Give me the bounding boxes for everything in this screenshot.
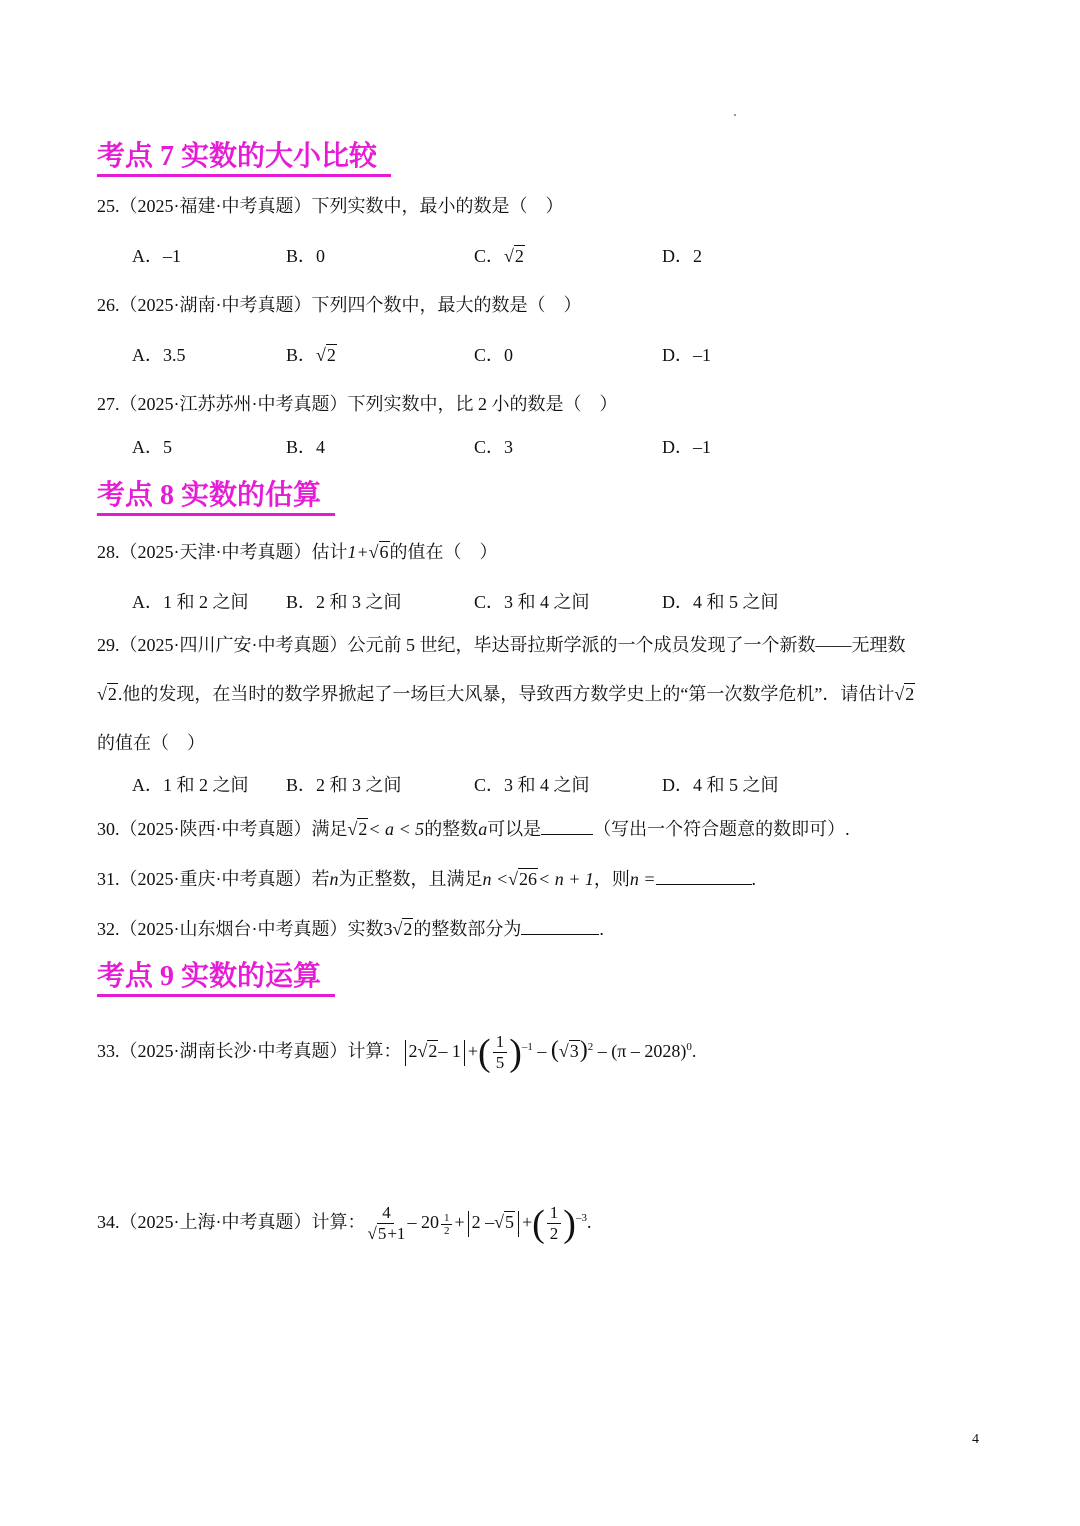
q27-option-b: B．4	[286, 437, 326, 457]
q26-option-c: C．0	[474, 345, 514, 365]
question-29-line2: √2.他的发现，在当时的数学界掀起了一场巨大风暴，导致西方数学史上的“第一次数学危机”．请估计√2	[97, 684, 915, 704]
q28-option-c: C．3 和 4 之间	[474, 592, 590, 612]
speck	[734, 114, 736, 116]
section-heading-8: 考点 8 实数的估算	[97, 479, 335, 516]
question-30: 30.（2025·陕西·中考真题）满足√2< a < 5的整数a可以是 （写出一个符合题意的数即可）.	[97, 816, 850, 841]
q25-option-c: C．√2	[474, 246, 524, 266]
question-33: 33.（2025·湖南长沙·中考真题）计算： 2√2– 1 +( $\frac{1}{5}$ )$^{-1} - (√3)^2 - (\pi - 2028)^0$.	[97, 1031, 697, 1074]
q28-option-d: D．4 和 5 之间	[662, 592, 779, 612]
q25-option-b: B．0	[286, 246, 326, 266]
answer-blank	[541, 816, 593, 835]
q29-option-b: B．2 和 3 之间	[286, 775, 402, 795]
q27-option-d: D．–1	[662, 437, 711, 457]
section-heading-7: 考点 7 实数的大小比较	[97, 140, 391, 177]
section-heading-9: 考点 9 实数的运算	[97, 960, 335, 997]
q29-option-d: D．4 和 5 之间	[662, 775, 779, 795]
question-32: 32.（2025·山东烟台·中考真题）实数3√2的整数部分为 .	[97, 916, 604, 941]
q27-option-c: C．3	[474, 437, 514, 457]
q29-option-c: C．3 和 4 之间	[474, 775, 590, 795]
question-27-stem: 27.（2025·江苏苏州·中考真题）下列实数中，比 2 小的数是（ ）	[97, 394, 618, 414]
q26-option-b: B．√2	[286, 345, 336, 365]
q28-option-a: A．1 和 2 之间	[132, 592, 249, 612]
question-29-line3: 的值在（ ）	[97, 733, 205, 753]
question-28-stem: 28.（2025·天津·中考真题）估计1+√6的值在（ ）	[97, 542, 498, 562]
answer-blank	[656, 866, 752, 885]
page-number: 4	[972, 1432, 979, 1447]
question-31: 31.（2025·重庆·中考真题）若n为正整数，且满足n <√26< n + 1，则n = .	[97, 866, 756, 891]
q27-option-a: A．5	[132, 437, 172, 457]
q26-option-d: D．–1	[662, 345, 711, 365]
question-34: 34.（2025·上海·中考真题）计算： $\frac{4}{√5+1}$ – 20 $\frac{1}{2}$ + 2 –√5 +( $\frac{1}{2}$ )$^{-3}$.	[97, 1202, 592, 1245]
question-26-stem: 26.（2025·湖南·中考真题）下列四个数中，最大的数是（ ）	[97, 295, 582, 315]
q28-option-b: B．2 和 3 之间	[286, 592, 402, 612]
q25-option-a: A．–1	[132, 246, 181, 266]
question-25-stem: 25.（2025·福建·中考真题）下列实数中，最小的数是（ ）	[97, 196, 564, 216]
question-29-line1: 29.（2025·四川广安·中考真题）公元前 5 世纪，毕达哥拉斯学派的一个成员发现了一个新数——无理数	[97, 635, 906, 655]
q29-option-a: A．1 和 2 之间	[132, 775, 249, 795]
answer-blank	[521, 916, 599, 935]
q26-option-a: A．3.5	[132, 345, 186, 365]
q25-option-d: D．2	[662, 246, 702, 266]
